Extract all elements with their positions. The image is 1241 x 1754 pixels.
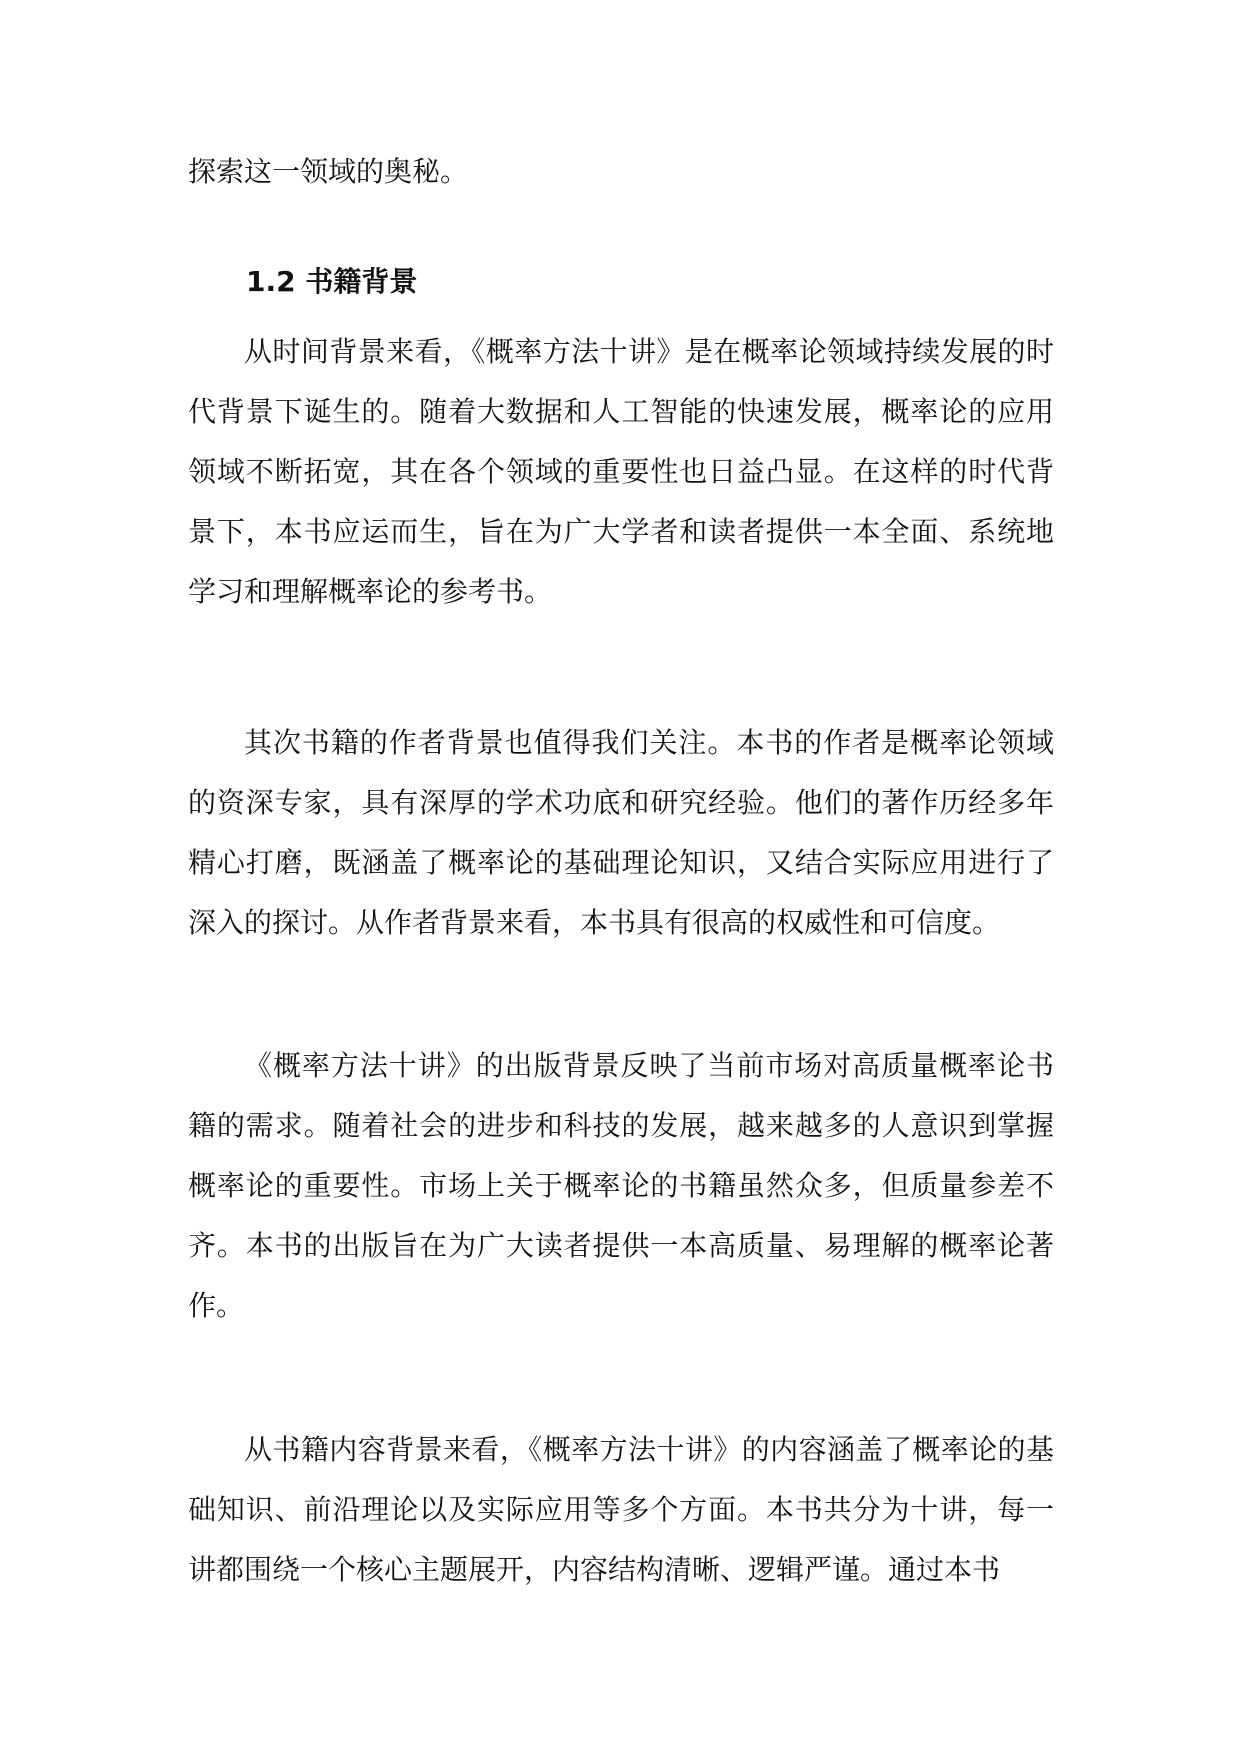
paragraph-time-background: 从时间背景来看，《概率方法十讲》是在概率论领域持续发展的时代背景下诞生的。随着大数据和人工智能的快速发展，概率论的应用领域不断拓宽，其在各个领域的重要性也日益凸显。在这样的时代背景下，本书应运而生，旨在为广大学者和读者提供一本全面、系统地学习和理解概率论的参考书。 (188, 335, 1054, 608)
paragraph-author-background: 其次书籍的作者背景也值得我们关注。本书的作者是概率论领域的资深专家，具有深厚的学术功底和研究经验。他们的著作历经多年精心打磨，既涵盖了概率论的基础理论知识，又结合实际应用进行了深入的探讨。从作者背景来看，本书具有很高的权威性和可信度。 (188, 726, 1054, 939)
section-heading: 1.2 书籍背景 (246, 265, 418, 298)
continuation-paragraph: 探索这一领域的奥秘。 (188, 155, 469, 188)
paragraph-publication-background: 《概率方法十讲》的出版背景反映了当前市场对高质量概率论书籍的需求。随着社会的进步和科技的发展，越来越多的人意识到掌握概率论的重要性。市场上关于概率论的书籍虽然众多，但质量参差不齐。本书的出版旨在为广大读者提供一本高质量、易理解的概率论著作。 (188, 1049, 1054, 1322)
paragraph-content-background: 从书籍内容背景来看，《概率方法十讲》的内容涵盖了概率论的基础知识、前沿理论以及实际应用等多个方面。本书共分为十讲，每一讲都围绕一个核心主题展开，内容结构清晰、逻辑严谨。通过本书 (188, 1433, 1054, 1586)
